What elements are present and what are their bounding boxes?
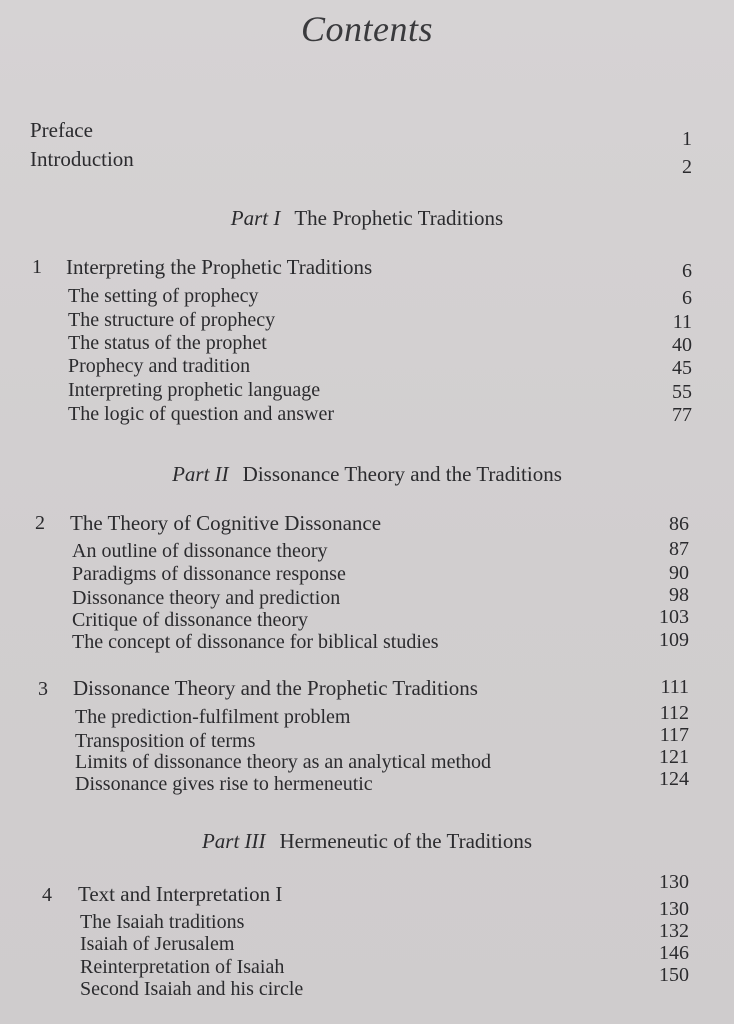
section-title: Transposition of terms	[75, 730, 256, 752]
chapter-title: The Theory of Cognitive Dissonance	[70, 511, 382, 535]
chapter-page: 130	[659, 871, 689, 893]
part-label: Part III	[201, 829, 266, 853]
page-title: Contents	[300, 9, 433, 49]
section-title: Critique of dissonance theory	[72, 609, 309, 631]
section-page: 124	[659, 768, 689, 790]
section-title: The status of the prophet	[68, 332, 267, 354]
section-page: 45	[672, 357, 692, 379]
section-page: 109	[659, 629, 689, 651]
section-title: Isaiah of Jerusalem	[80, 933, 235, 955]
part-label: Part I	[230, 206, 281, 230]
front-page-preface: 1	[682, 128, 692, 150]
section-title: Limits of dissonance theory as an analytical method	[75, 751, 491, 773]
part-label: Part II	[172, 462, 229, 486]
chapter-page: 86	[669, 513, 689, 535]
section-page: 6	[682, 287, 692, 309]
chapter-title: Text and Interpretation I	[78, 882, 283, 906]
part-heading-2	[0, 462, 734, 487]
front-entry-introduction: Introduction	[30, 147, 134, 171]
section-title: The prediction-fulfilment problem	[75, 706, 351, 728]
section-title: Dissonance gives rise to hermeneutic	[75, 773, 373, 795]
section-page: 90	[669, 562, 689, 584]
section-page: 77	[672, 404, 692, 426]
section-page: 55	[672, 381, 692, 403]
section-title: The concept of dissonance for biblical studies	[72, 631, 439, 653]
section-page: 146	[659, 942, 689, 964]
section-page: 11	[672, 311, 692, 333]
part-heading-3	[0, 829, 734, 854]
section-page: 98	[669, 584, 689, 606]
section-page: 121	[659, 746, 689, 768]
chapter-page: 6	[682, 260, 692, 282]
section-title: Prophecy and tradition	[68, 355, 251, 377]
section-page: 112	[659, 702, 689, 724]
chapter-page: 111	[660, 676, 689, 698]
section-page: 117	[659, 724, 689, 746]
front-entry-preface: Preface	[30, 118, 93, 142]
section-page: 87	[669, 538, 689, 560]
chapter-number: 3	[38, 678, 48, 700]
front-page-introduction: 2	[682, 156, 692, 178]
section-page: 130	[659, 898, 689, 920]
chapter-title: Interpreting the Prophetic Traditions	[66, 255, 373, 279]
chapter-number: 4	[42, 884, 52, 906]
section-title: Interpreting prophetic language	[68, 379, 321, 401]
part-title: The Prophetic Traditions	[294, 206, 504, 230]
chapter-number: 1	[32, 256, 42, 278]
section-title: The Isaiah traditions	[80, 911, 245, 933]
section-page: 150	[659, 964, 689, 986]
section-page: 40	[672, 334, 692, 356]
section-title: The setting of prophecy	[68, 285, 259, 307]
section-page: 103	[659, 606, 689, 628]
section-title: The logic of question and answer	[68, 403, 335, 425]
chapter-number: 2	[35, 512, 45, 534]
section-page: 132	[659, 920, 689, 942]
section-title: Reinterpretation of Isaiah	[80, 956, 285, 978]
section-title: The structure of prophecy	[68, 309, 276, 331]
part-heading-1	[0, 206, 734, 231]
section-title: An outline of dissonance theory	[72, 540, 328, 562]
section-title: Dissonance theory and prediction	[72, 587, 341, 609]
part-title: Hermeneutic of the Traditions	[279, 829, 533, 853]
part-title: Dissonance Theory and the Traditions	[242, 462, 562, 486]
chapter-title: Dissonance Theory and the Prophetic Traditions	[73, 676, 478, 700]
section-title: Paradigms of dissonance response	[72, 563, 346, 585]
section-title: Second Isaiah and his circle	[80, 978, 304, 1000]
